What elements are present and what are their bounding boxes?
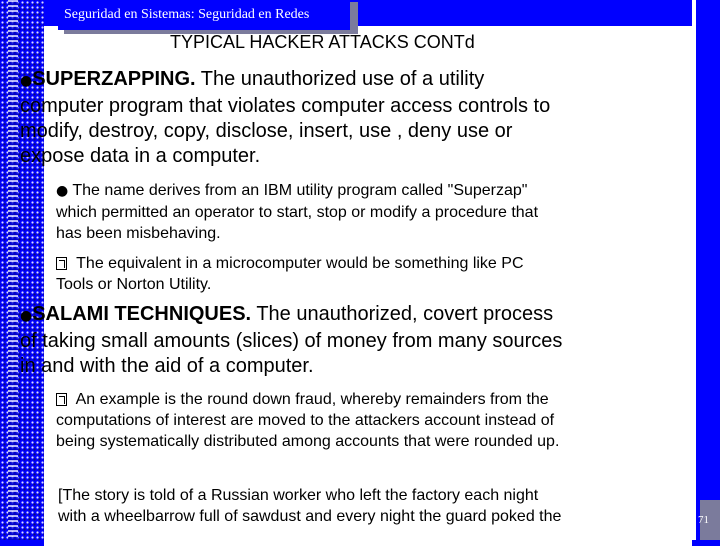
item-text-line: in and with the aid of a computer. [20,355,314,377]
item-text-line: computer program that violates computer access controls to [20,95,551,117]
bullet-item-salami [20,302,670,379]
item-text: The unauthorized use of a utility [195,68,485,90]
item-text-line: which permitted an operator to start, stop or modify a procedure that [56,204,539,221]
sub-item-story [58,485,688,527]
round-bullet-icon: ● [56,183,69,199]
item-text: The equivalent in a microcomputer would be something like PC [72,255,524,272]
right-border [692,0,696,540]
checkbox-bullet-icon [56,257,67,270]
sub-line-1 [56,253,686,274]
item-text: The name derives from an IBM utility program called "Superzap" [68,182,528,199]
sub-line-1 [56,389,686,410]
round-bullet-icon: ● [20,308,33,324]
bullet-line-1 [20,67,670,94]
item-text-line: modify, destroy, copy, disclose, insert, use , deny use or [20,120,513,142]
decorative-strip-bar [8,0,18,540]
page-number: 71 [698,514,709,526]
bullet-item-superzapping [20,67,670,169]
sub-item-microcomputer [56,253,686,295]
item-text-line: of taking small amounts (slices) of money from many sources [20,330,563,352]
item-text-line: Tools or Norton Utility. [56,276,212,293]
item-text: An example is the round down fraud, whereby remainders from the [72,391,549,408]
item-heading: SUPERZAPPING. [32,68,196,90]
item-text: The unauthorized, covert process [251,303,554,325]
item-text-line: being systematically distributed among accounts that were rounded up. [56,433,560,450]
item-text-line: with a wheelbarrow full of sawdust and every night the guard poked the [58,508,562,525]
item-text-line: expose data in a computer. [20,145,261,167]
header-label: Seguridad en Sistemas: Seguridad en Redes [58,0,350,30]
item-heading: SALAMI TECHNIQUES. [32,303,252,325]
item-text-line: has been misbehaving. [56,225,221,242]
right-border-fill [694,0,720,500]
sub-item-round-down [56,389,686,452]
round-bullet-icon: ● [20,73,33,89]
item-text-line: [The story is told of a Russian worker who left the factory each night [58,487,539,504]
slide-title: TYPICAL HACKER ATTACKS CONTd [170,32,475,52]
bullet-line-1 [20,302,670,329]
sub-line-1 [56,180,686,202]
checkbox-bullet-icon [56,393,67,406]
item-text-line: computations of interest are moved to the attackers account instead of [56,412,555,429]
sub-item-ibm-superzap [56,180,686,244]
